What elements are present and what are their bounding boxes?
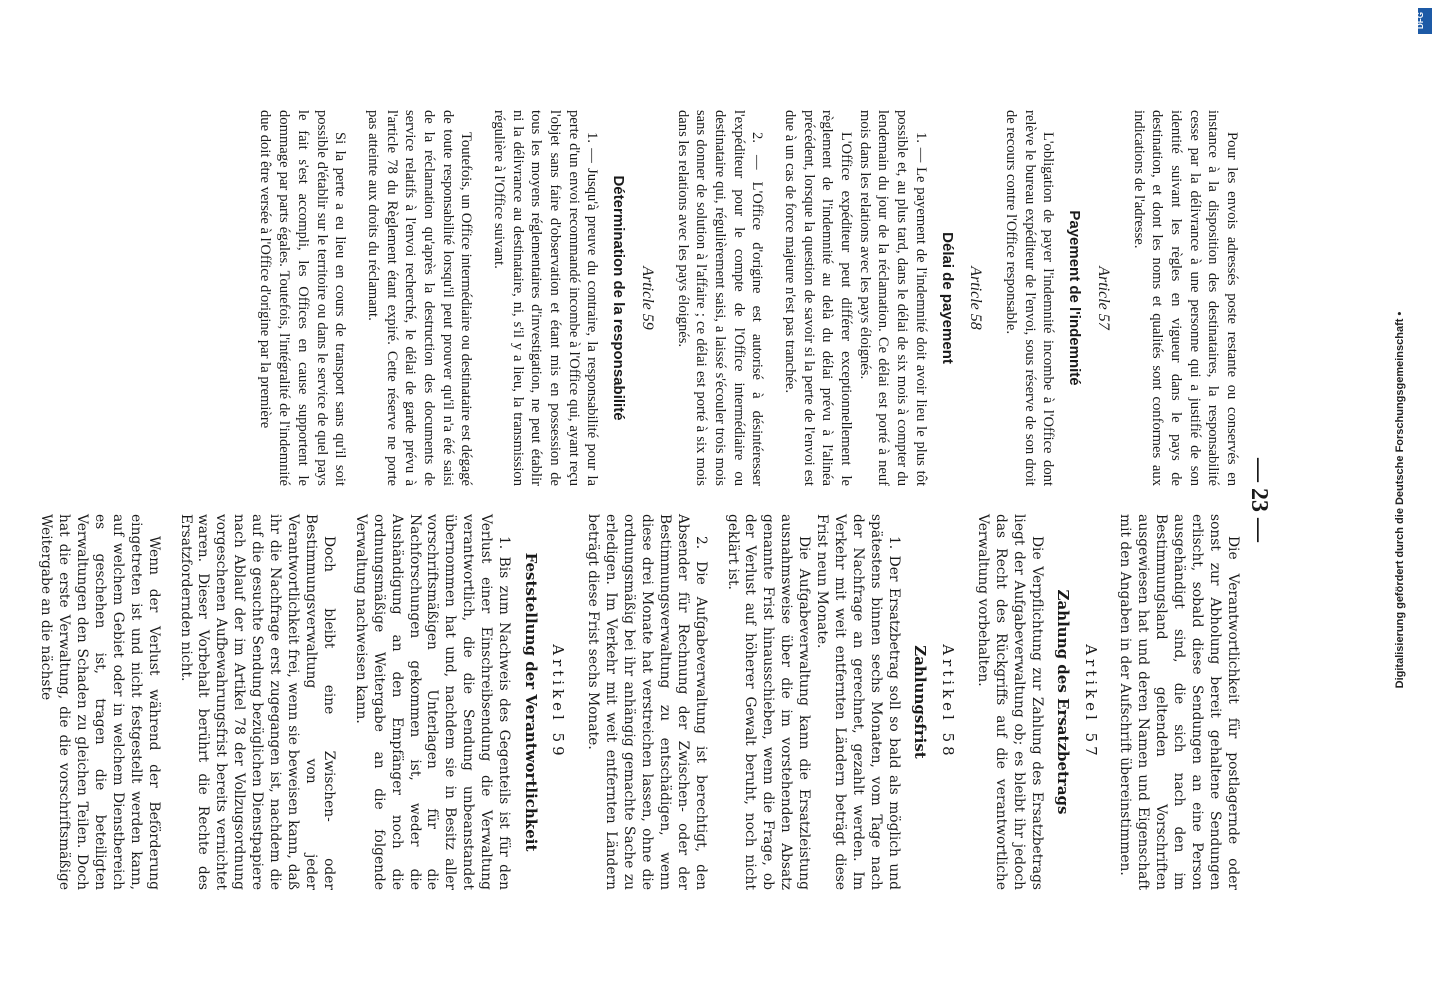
- fr-article-57-title: Payement de l'indemnité: [1066, 210, 1084, 386]
- fr-article-58-paragraph-3: 2. — L'Office d'origine est autorisé à désintéresser l'expéditeur pour le compte de l'Office intermédiaire ou destinataire qui, régulièrement saisi, a laissé s'écouler trois mois sans donner de solution à l'affaire ; ce délai est porté à six mois dans les relations avec les pays éloignés.: [674, 110, 766, 486]
- fr-article-59-paragraph-2: Toutefois, un Office intermédiaire ou destinataire est dégagé de toute responsabilité lorsqu'il peut prouver qu'il n'a été saisi de la réclamation qu'après la destruction des documents de service relatifs à l'envoi recherché, le délai de garde prévu à l'article 78 du Règlement étant expiré. Cette réserve ne porte pas atteinte aux droits du réclamant.: [364, 110, 475, 486]
- de-article-57-paragraph: Die Verpflichtung zur Zahlung des Ersatzbetrags liegt der Aufgabeverwaltung ob; es bleibt ihr jedoch das Recht des Rückgriffs auf die verantwortliche Verwaltung vorbehalten.: [974, 514, 1045, 890]
- de-article-57-title: Zahlung des Ersatzbetrags: [1054, 589, 1073, 815]
- fr-article-59-paragraph-3: Si la perte a eu lieu en cours de transport sans qu'il soit possible d'établir sur le territoire ou dans le service de quel pays le fait s'est accompli, les Offices en cause supportent le dommage par parts égales. Toutefois, l'intégralité de l'indemnité due doit être versée à l'Office d'origine par la première: [257, 110, 349, 486]
- de-article-59-paragraph-1: 1. Bis zum Nachweis des Gegenteils ist für den Verlust einer Einschreibsendung die Verwaltung verantwortlich, die die Sendung unbeanstandet übernommen hat und, nachdem sie in Besitz aller vorschriftsmäßigen Unterlagen für die Nachforschungen gekommen ist, weder die Aushändigung an den Empfänger noch die ordnungsmäßige Weitergabe an die folgende Verwaltung nachweisen kann.: [352, 514, 513, 890]
- de-article-59-title: Feststellung der Verantwortlichkeit: [521, 552, 540, 852]
- de-article-57-heading: Artikel 57: [1081, 644, 1100, 760]
- de-intro-paragraph: Die Verantwortlichkeit für postlagernde oder sonst zur Abholung bereit gehaltene Sendungen erlischt, sobald diese Sendungen an eine Person ausgehändigt sind, die sich nach den im Bestimmungsland geltenden Vorschriften ausgewiesen hat und deren Namen und Eigenschaft mit den Angaben in der Aufschrift übereinstimmen.: [1117, 514, 1241, 890]
- document-page: [38, 70, 1317, 930]
- digitization-note-text: Digitalisierung gefördert durch die Deutsche Forschungsgemeinschaft •: [1394, 311, 1406, 689]
- french-column: [36, 110, 1241, 486]
- de-article-58-paragraph-1: 1. Der Ersatzbetrag soll so bald als möglich und spätestens binnen sechs Monaten, vom Tage nach der Nachfrage an gerechnet, gezahlt werden. Im Verkehr mit weit entfernten Ländern beträgt diese Frist neun Monate.: [814, 514, 902, 890]
- fr-article-58-paragraph-1: 1. — Le payement de l'indemnité doit avoir lieu le plus tôt possible et, au plus tard, dans le délai de six mois à compter du lendemain du jour de la réclamation. Ce délai est porté à neuf mois dans les relations avec les pays éloignés.: [856, 110, 929, 486]
- de-article-59-paragraph-3: Wenn der Verlust während der Beförderung eingetreten ist und nicht festgestellt werden kann, auf welchem Gebiet oder in welchem Dienstbereich es geschehen ist, tragen die beteiligten Verwaltungen den Schaden zu gleichen Teilen. Doch hat die erste Verwaltung, die die vorschriftsmäßige Weitergabe an die nächste: [38, 514, 162, 890]
- page-number: — 23 —: [1246, 458, 1272, 542]
- de-article-59-heading: Artikel 59: [549, 644, 568, 760]
- fr-article-58-title: Délai de payement: [938, 232, 956, 364]
- de-article-58-heading: Artikel 58: [938, 644, 957, 760]
- fr-intro-paragraph: Pour les envois adressés poste restante ou conservés en instance à la disposition des destinataires, la responsabilité cesse par la délivrance à une personne qui a justifié de son identité suivant les règles en vigueur dans le pays de destination, et dont les noms et qualités sont conformes aux indications de l'adresse.: [1130, 110, 1240, 486]
- de-article-59-paragraph-2: Doch bleibt eine Zwischen- oder Bestimmungsverwaltung von jeder Verantwortlichkeit frei, wenn sie beweisen kann, daß ihr die Nachfrage erst zugegangen ist, nachdem die auf die gesuchte Sendung bezüglichen Dienstpapiere nach Ablauf der im Artikel 78 der Vollzugsordnung vorgeschenen Aufbewahrungsfrist bereits vernichtet waren. Dieser Vorbehalt berührt die Rechte des Ersatzfordernden nicht.: [177, 514, 337, 890]
- de-article-58-paragraph-2: Die Aufgabeverwaltung kann die Ersatzleistung ausnahmsweise über die im vorstehenden Absatz genannte Frist hinausschieben, wenn die Frage, ob der Verlust auf höherer Gewalt beruht, noch nicht geklärt ist.: [724, 514, 813, 890]
- dfg-logo: [1415, 8, 1432, 34]
- dfg-logo-text: DFG: [1415, 12, 1425, 29]
- fr-article-58-paragraph-2: L'Office expéditeur peut différer exceptionnellement le règlement de l'indemnité au delà du délai prévu à l'alinéa précédent, lorsque la question de savoir si la perte de l'envoi est due à un cas de force majeure n'est pas tranchée.: [781, 110, 854, 486]
- de-article-58-paragraph-3: 2. Die Aufgabeverwaltung ist berechtigt, den Absender für Rechnung der Zwischen- oder der Bestimmungsverwaltung zu entschädigen, wenn diese drei Monate hat verstreichen lassen, ohne die ordnungsmäßig bei ihr anhängig gemachte Sache zu erledigen. Im Verkehr mit weit entfernten Ländern beträgt diese Frist sechs Monate.: [585, 514, 709, 890]
- de-article-58-title: Zahlungsfrist: [911, 645, 930, 759]
- columns: [36, 110, 1241, 890]
- fr-article-58-heading: Article 58: [967, 266, 985, 330]
- german-column: [36, 514, 1241, 890]
- fr-article-59-title: Détermination de la responsabilité: [610, 175, 628, 421]
- fr-article-57-heading: Article 57: [1094, 266, 1112, 330]
- fr-article-59-heading: Article 59: [638, 266, 656, 330]
- digitization-note: [1372, 10, 1432, 990]
- fr-article-57-paragraph: L'obligation de payer l'indemnité incombe à l'Office dont relève le bureau expéditeur de l'envoi, sous réserve de son droit de recours contre l'Office responsable.: [1002, 110, 1057, 486]
- fr-article-59-paragraph-1: 1. — Jusqu'à preuve du contraire, la responsabilité pour la perte d'un envoi recommandé incombe à l'Office qui, ayant reçu l'objet sans faire d'observation et étant mis en possession de tous les moyens réglementaires d'investigation, ne peut établir ni la délivrance au destinataire, ni, s'il y a lieu, la transmission régulière à l'Office suivant.: [490, 110, 601, 486]
